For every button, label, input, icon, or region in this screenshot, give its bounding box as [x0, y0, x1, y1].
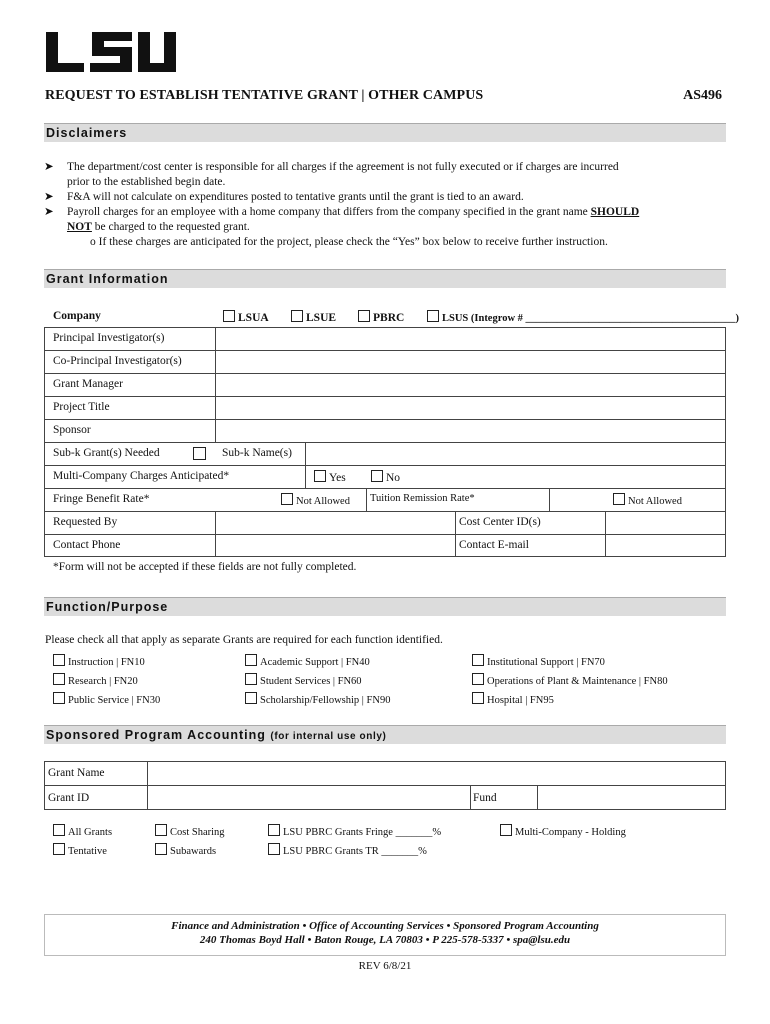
- checkbox[interactable]: [245, 692, 257, 704]
- spa-option[interactable]: Tentative: [53, 843, 107, 857]
- checkbox[interactable]: [53, 692, 65, 704]
- checkbox[interactable]: [291, 310, 303, 322]
- fund-field[interactable]: [538, 786, 725, 809]
- company-option-pbrc[interactable]: PBRC: [358, 310, 404, 324]
- subk-needed-label: Sub-k Grant(s) Needed: [53, 447, 160, 459]
- spa-option[interactable]: All Grants: [53, 824, 112, 838]
- grant-id-label: Grant ID: [48, 792, 90, 804]
- function-option[interactable]: Instruction | FN10: [53, 654, 145, 668]
- tuition-not-allowed-option[interactable]: Not Allowed: [613, 493, 682, 507]
- spa-option[interactable]: Multi-Company - Holding: [500, 824, 626, 838]
- checkbox[interactable]: [268, 843, 280, 855]
- disclaimers-heading: Disclaimers: [44, 123, 726, 142]
- contact-email-field[interactable]: [606, 535, 725, 556]
- checkbox[interactable]: [53, 843, 65, 855]
- checkbox[interactable]: [427, 310, 439, 322]
- grant-manager-label: Grant Manager: [53, 378, 123, 390]
- grant-name-label: Grant Name: [48, 767, 105, 779]
- company-option-lsue[interactable]: LSUE: [291, 310, 336, 324]
- function-option[interactable]: Public Service | FN30: [53, 692, 160, 706]
- function-option[interactable]: Student Services | FN60: [245, 673, 362, 687]
- checkbox[interactable]: [314, 470, 326, 482]
- checkbox[interactable]: [500, 824, 512, 836]
- spa-option[interactable]: Subawards: [155, 843, 216, 857]
- lsu-logo: [44, 30, 178, 74]
- disclaimer-3: ➤ Payroll charges for an employee with a home company that differs from the company specified in the grant name SHOULD NOT be charged to the requested grant.: [44, 206, 640, 233]
- cost-center-label: Cost Center ID(s): [459, 516, 541, 528]
- project-title-label: Project Title: [53, 401, 110, 413]
- required-note: *Form will not be accepted if these fields are not fully completed.: [53, 561, 357, 573]
- function-heading: Function/Purpose: [44, 597, 726, 616]
- spa-heading: Sponsored Program Accounting (for internal use only): [44, 725, 726, 744]
- checkbox[interactable]: [53, 824, 65, 836]
- spa-option[interactable]: LSU PBRC Grants Fringe _______%: [268, 824, 441, 838]
- checkbox[interactable]: [245, 673, 257, 685]
- revision-date: REV 6/8/21: [358, 960, 412, 972]
- footer-line-2: 240 Thomas Boyd Hall • Baton Rouge, LA 70803 • P 225-578-5337 • spa@lsu.edu: [199, 934, 571, 946]
- grant-info-heading: Grant Information: [44, 269, 726, 288]
- function-option[interactable]: Hospital | FN95: [472, 692, 554, 706]
- pi-label: Principal Investigator(s): [53, 332, 165, 344]
- spa-option[interactable]: LSU PBRC Grants TR _______%: [268, 843, 427, 857]
- function-option[interactable]: Academic Support | FN40: [245, 654, 370, 668]
- form-number: AS496: [683, 88, 722, 103]
- tuition-rate-label: Tuition Remission Rate*: [370, 493, 475, 504]
- multi-no-option[interactable]: No: [371, 470, 400, 484]
- checkbox[interactable]: [358, 310, 370, 322]
- disclaimer-2: ➤ F&A will not calculate on expenditures posted to tentative grants until the grant is tied to an award.: [44, 191, 524, 203]
- fringe-rate-label: Fringe Benefit Rate*: [53, 493, 150, 505]
- checkbox[interactable]: [155, 843, 167, 855]
- function-option[interactable]: Institutional Support | FN70: [472, 654, 605, 668]
- contact-phone-field[interactable]: [216, 535, 454, 556]
- arrow-bullet-icon: ➤: [44, 191, 54, 203]
- checkbox[interactable]: [472, 692, 484, 704]
- checkbox[interactable]: [268, 824, 280, 836]
- checkbox[interactable]: [613, 493, 625, 505]
- requested-by-field[interactable]: [216, 512, 454, 534]
- checkbox[interactable]: [223, 310, 235, 322]
- requested-by-label: Requested By: [53, 516, 118, 528]
- company-label: Company: [53, 310, 101, 322]
- disclaimer-3-sub: o If these charges are anticipated for the project, please check the “Yes” box below to receive further instruction.: [90, 236, 608, 248]
- company-option-lsus[interactable]: LSUS (Integrow # ________________________________________): [427, 310, 739, 324]
- subk-names-field[interactable]: [306, 443, 725, 465]
- copi-label: Co-Principal Investigator(s): [53, 355, 182, 367]
- checkbox[interactable]: [371, 470, 383, 482]
- checkbox[interactable]: [472, 673, 484, 685]
- function-option[interactable]: Operations of Plant & Maintenance | FN80: [472, 673, 668, 687]
- project-title-field[interactable]: [216, 397, 725, 419]
- function-intro: Please check all that apply as separate Grants are required for each function identified.: [45, 634, 443, 646]
- pi-field[interactable]: [216, 328, 725, 350]
- copi-field[interactable]: [216, 351, 725, 373]
- checkbox[interactable]: [245, 654, 257, 666]
- grant-name-field[interactable]: [148, 762, 725, 785]
- checkbox[interactable]: [53, 654, 65, 666]
- fringe-not-allowed-option[interactable]: Not Allowed: [281, 493, 350, 507]
- function-option[interactable]: Scholarship/Fellowship | FN90: [245, 692, 390, 706]
- grant-manager-field[interactable]: [216, 374, 725, 396]
- subk-names-label: Sub-k Name(s): [222, 447, 292, 459]
- company-option-lsua[interactable]: LSUA: [223, 310, 269, 324]
- footer-contact-box: [44, 914, 726, 956]
- checkbox[interactable]: [155, 824, 167, 836]
- grant-id-field[interactable]: [148, 786, 469, 809]
- arrow-bullet-icon: ➤: [44, 206, 54, 218]
- contact-email-label: Contact E-mail: [459, 539, 529, 551]
- form-title: REQUEST TO ESTABLISH TENTATIVE GRANT | OTHER CAMPUS: [45, 88, 484, 103]
- checkbox[interactable]: [53, 673, 65, 685]
- checkbox[interactable]: [472, 654, 484, 666]
- multi-yes-option[interactable]: Yes: [314, 470, 346, 484]
- subk-needed-checkbox[interactable]: [193, 447, 206, 460]
- checkbox[interactable]: [281, 493, 293, 505]
- cost-center-field[interactable]: [606, 512, 725, 534]
- function-option[interactable]: Research | FN20: [53, 673, 138, 687]
- fund-label: Fund: [473, 792, 497, 804]
- arrow-bullet-icon: ➤: [44, 161, 54, 173]
- sponsor-label: Sponsor: [53, 424, 91, 436]
- contact-phone-label: Contact Phone: [53, 539, 121, 551]
- sponsor-field[interactable]: [216, 420, 725, 442]
- multi-company-label: Multi-Company Charges Anticipated*: [53, 470, 230, 482]
- footer-line-1: Finance and Administration • Office of Accounting Services • Sponsored Program Accounting: [171, 920, 599, 932]
- disclaimer-1: ➤ The department/cost center is responsible for all charges if the agreement is not fully executed or if charges are incurred prior to the established begin date.: [44, 161, 619, 188]
- spa-option[interactable]: Cost Sharing: [155, 824, 225, 838]
